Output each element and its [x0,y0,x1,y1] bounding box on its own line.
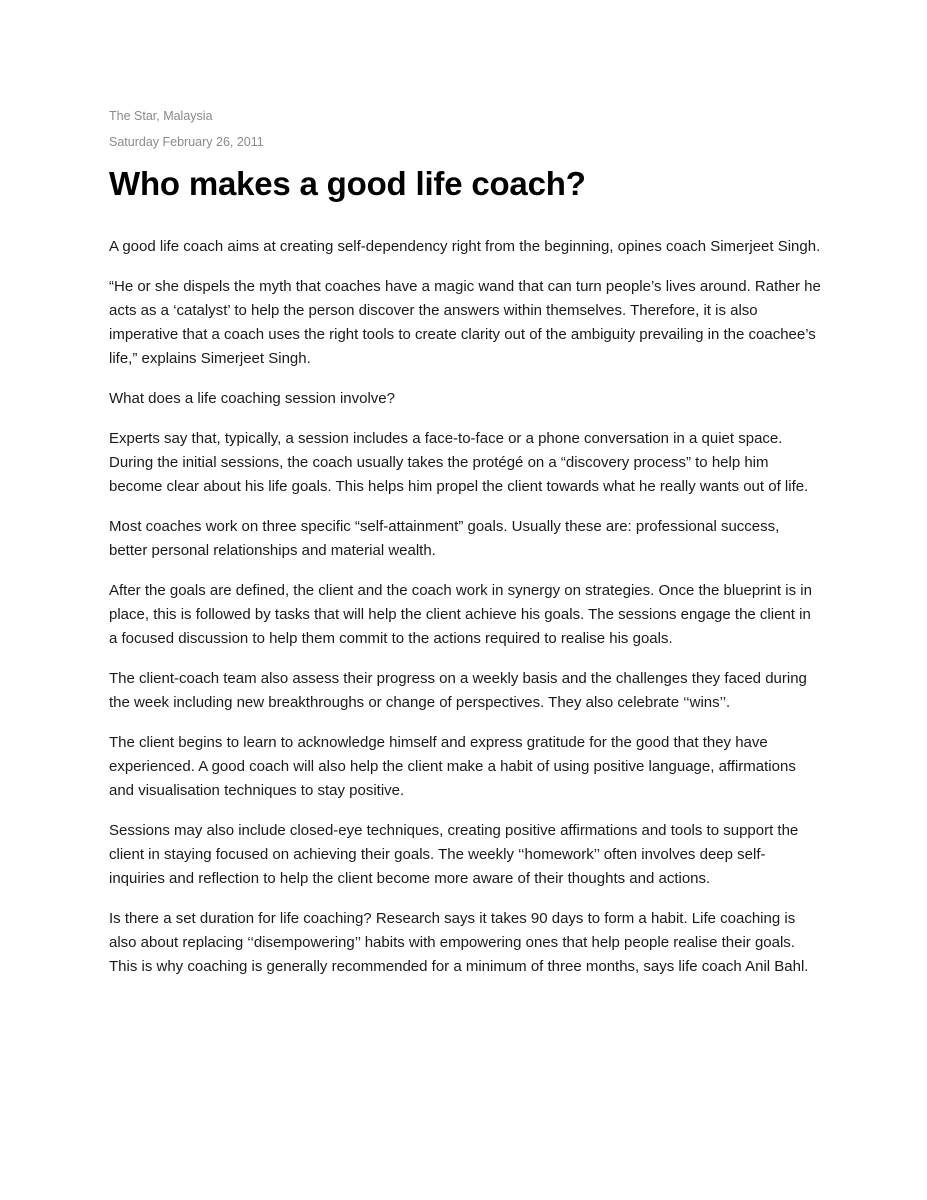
article-paragraph: Sessions may also include closed-eye techniques, creating positive affirmations and tools to support the client in staying focused on achieving their goals. The weekly ‘‘homework’’ often involves deep self-inquiries and reflection to help the client become more aware of their thoughts and actions. [109,822,799,887]
article-paragraph: Is there a set duration for life coaching? Research says it takes 90 days to form a habit. Life coaching is also about replacing ‘‘disempowering’’ habits with empowering ones that help people realise their goals. This is why coaching is generally recommended for a minimum of three months, says life coach Anil Bahl. [109,910,809,975]
article-source: The Star, Malaysia [109,109,213,123]
article [109,108,821,995]
article-date: Saturday February 26, 2011 [109,135,264,149]
article-paragraph: The client begins to learn to acknowledge himself and express gratitude for the good that they have experienced. A good coach will also help the client make a habit of using positive language, affirmations and visualisation techniques to stay positive. [109,734,796,799]
article-paragraph: After the goals are defined, the client and the coach work in synergy on strategies. Once the blueprint is in place, this is followed by tasks that will help the client achieve his goals. The sessions engage the client in a focused discussion to help them commit to the actions required to realise his goals. [109,582,812,647]
article-paragraph: The client-coach team also assess their progress on a weekly basis and the challenges they faced during the week including new breakthroughs or change of perspectives. They also celebrate ‘‘wins’’. [109,670,807,711]
article-paragraph: Most coaches work on three specific “self-attainment” goals. Usually these are: professional success, better personal relationships and material wealth. [109,518,780,559]
article-paragraph: Experts say that, typically, a session includes a face-to-face or a phone conversation in a quiet space. During the initial sessions, the coach usually takes the protégé on a “discovery process” to help him become clear about his life goals. This helps him propel the client towards what he really wants out of life. [109,430,809,495]
article-title: Who makes a good life coach? [109,165,586,202]
article-paragraph: “He or she dispels the myth that coaches have a magic wand that can turn people’s lives around. Rather he acts as a ‘catalyst’ to help the person discover the answers within themselves. Therefore, it is also imperative that a coach uses the right tools to create clarity out of the ambiguity prevailing in the coachee’s life,” explains Simerjeet Singh. [109,278,821,367]
article-paragraph: What does a life coaching session involve? [109,390,395,407]
article-paragraph: A good life coach aims at creating self-dependency right from the beginning, opines coach Simerjeet Singh. [109,238,821,255]
